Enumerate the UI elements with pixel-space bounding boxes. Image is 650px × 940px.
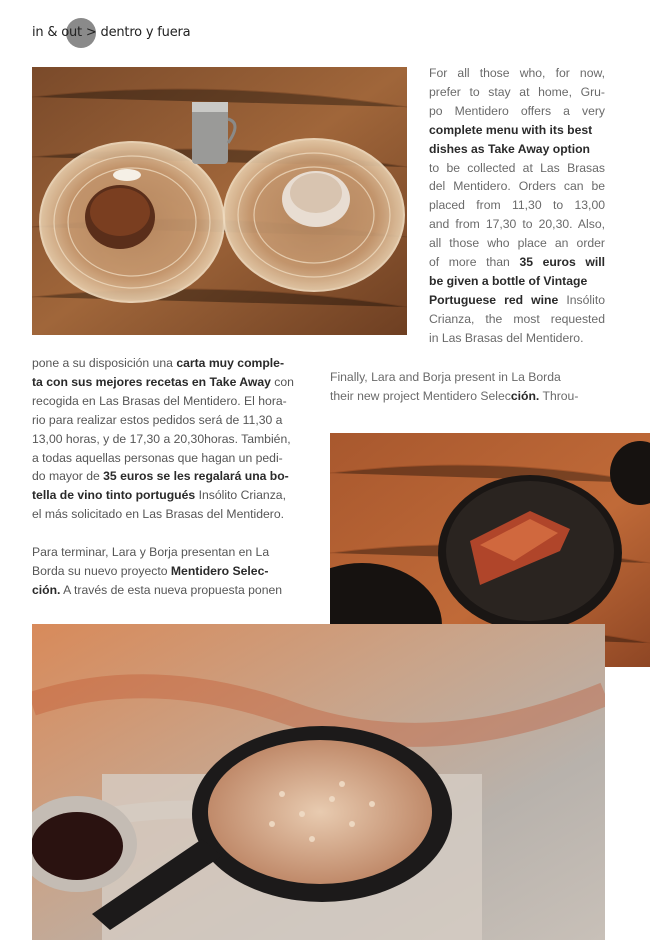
text-line: po Mentidero offers a very bbox=[429, 103, 605, 118]
breadcrumb-separator: > bbox=[85, 25, 97, 40]
text-line-mixed: their new project Mentidero Selección. Throu- bbox=[330, 388, 579, 403]
text-line: all those who place an order bbox=[429, 236, 605, 251]
text-line: prefer to stay at home, Gru- bbox=[429, 84, 605, 99]
text-line-mixed: Portuguese red wine Insólito bbox=[429, 292, 605, 307]
text-line: Crianza, the most requested bbox=[429, 311, 605, 326]
text-line-mixed: pone a su disposición una carta muy comple- bbox=[32, 356, 285, 370]
text-line: recogida en Las Brasas del Mentidero. El hora- bbox=[32, 393, 287, 408]
text-line: a todas aquellas personas que hagan un pedi- bbox=[32, 450, 283, 465]
breadcrumb-section: in & out bbox=[32, 25, 82, 40]
text-line-mixed: of more than 35 euros will bbox=[429, 255, 606, 270]
text-line: Para terminar, Lara y Borja presentan en La bbox=[32, 545, 270, 560]
text-line-bold: be given a bottle of Vintage bbox=[429, 273, 588, 288]
english-column-bottom bbox=[330, 368, 606, 406]
text-line-bold: dishes as Take Away option bbox=[429, 141, 590, 156]
english-column-top bbox=[429, 64, 605, 348]
text-line-mixed: ción. A través de esta nueva propuesta ponen bbox=[32, 582, 283, 597]
spanish-column bbox=[32, 354, 308, 600]
text-line: Finally, Lara and Borja present in La Borda bbox=[330, 370, 561, 384]
text-line: and from 17,30 to 20,30. Also, bbox=[429, 217, 605, 232]
rice-pan-photo bbox=[32, 624, 605, 940]
breadcrumb-title: dentro y fuera bbox=[100, 25, 191, 40]
text-line: For all those who, for now, bbox=[429, 66, 605, 80]
text-line: 13,00 horas, y de 17,30 a 20,30horas. También, bbox=[32, 431, 291, 446]
text-line-mixed: tella de vino tinto portugués Insólito Crianza, bbox=[32, 488, 286, 503]
text-line: el más solicitado en Las Brasas del Mentidero. bbox=[32, 507, 285, 522]
text-line: del Mentidero. Orders can be bbox=[429, 179, 605, 194]
text-line: rio para realizar estos pedidos será de 11,30 a bbox=[32, 412, 283, 427]
text-line-mixed: Borda su nuevo proyecto Mentidero Selec- bbox=[32, 564, 269, 579]
text-line-mixed: ta con sus mejores recetas en Take Away con bbox=[32, 374, 294, 389]
text-line-bold: complete menu with its best bbox=[429, 122, 593, 137]
text-line: placed from 11,30 to 13,00 bbox=[429, 198, 605, 213]
text-line: to be collected at Las Brasas bbox=[429, 160, 605, 175]
desserts-photo bbox=[32, 67, 407, 335]
paragraph-gap bbox=[32, 524, 308, 543]
text-line-mixed: do mayor de 35 euros se les regalará una bo- bbox=[32, 469, 289, 484]
breadcrumb bbox=[32, 25, 190, 40]
text-line: in Las Brasas del Mentidero. bbox=[429, 330, 584, 345]
